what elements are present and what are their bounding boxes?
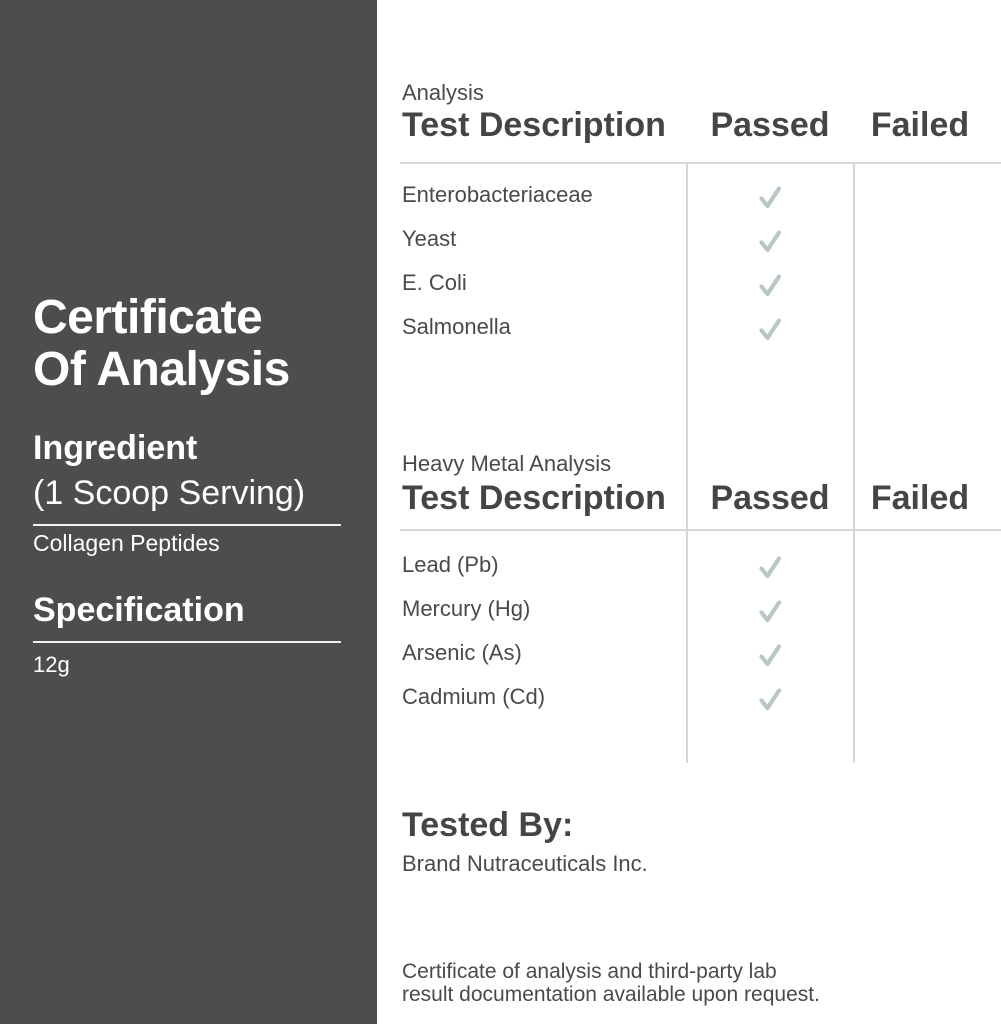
table-header-rule	[400, 529, 1001, 531]
analysis-section-label: Analysis	[402, 80, 484, 105]
checkmark-icon	[755, 270, 785, 300]
column-header-test-description: Test Description	[402, 106, 666, 144]
tested-by-value: Brand Nutraceuticals Inc.	[402, 851, 648, 876]
title-line-2: Of Analysis	[33, 343, 290, 396]
test-name: Cadmium (Cd)	[402, 684, 546, 709]
passed-cell	[686, 270, 854, 305]
checkmark-icon	[755, 684, 785, 714]
table-header-rule	[400, 162, 1001, 164]
serving-subheading: (1 Scoop Serving)	[33, 474, 306, 512]
test-name: Mercury (Hg)	[402, 596, 531, 621]
checkmark-icon	[755, 314, 785, 344]
checkmark-icon	[755, 640, 785, 670]
page-title	[33, 292, 290, 396]
column-header-test-description: Test Description	[402, 479, 666, 517]
checkmark-icon	[755, 552, 785, 582]
test-name: Arsenic (As)	[402, 640, 522, 665]
footer-line-1: Certificate of analysis and third-party lab	[402, 960, 777, 983]
test-name: E. Coli	[402, 270, 467, 295]
test-name: Yeast	[402, 226, 457, 251]
passed-cell	[686, 314, 854, 349]
checkmark-icon	[755, 226, 785, 256]
test-name: Salmonella	[402, 314, 511, 339]
ingredient-value: Collagen Peptides	[33, 530, 220, 556]
passed-cell	[686, 552, 854, 587]
column-header-passed: Passed	[710, 479, 830, 517]
checkmark-icon	[755, 182, 785, 212]
tested-by-heading: Tested By:	[402, 806, 574, 844]
passed-cell	[686, 684, 854, 719]
heavy-metal-section-label: Heavy Metal Analysis	[402, 451, 612, 476]
column-header-failed: Failed	[870, 106, 970, 144]
column-header-passed: Passed	[710, 106, 830, 144]
left-panel	[0, 0, 377, 1024]
test-name: Lead (Pb)	[402, 552, 499, 577]
footer-note	[402, 960, 820, 1006]
column-header-failed: Failed	[870, 479, 970, 517]
footer-line-2: result documentation available upon request.	[402, 983, 820, 1006]
title-line-1: Certificate	[33, 291, 263, 344]
specification-divider	[33, 641, 341, 643]
passed-cell	[686, 182, 854, 217]
test-name: Enterobacteriaceae	[402, 182, 593, 207]
ingredient-divider	[33, 524, 341, 526]
passed-cell	[686, 596, 854, 631]
specification-heading: Specification	[33, 591, 245, 629]
specification-value: 12g	[33, 652, 70, 677]
passed-cell	[686, 640, 854, 675]
ingredient-heading: Ingredient	[33, 429, 198, 467]
checkmark-icon	[755, 596, 785, 626]
passed-cell	[686, 226, 854, 261]
